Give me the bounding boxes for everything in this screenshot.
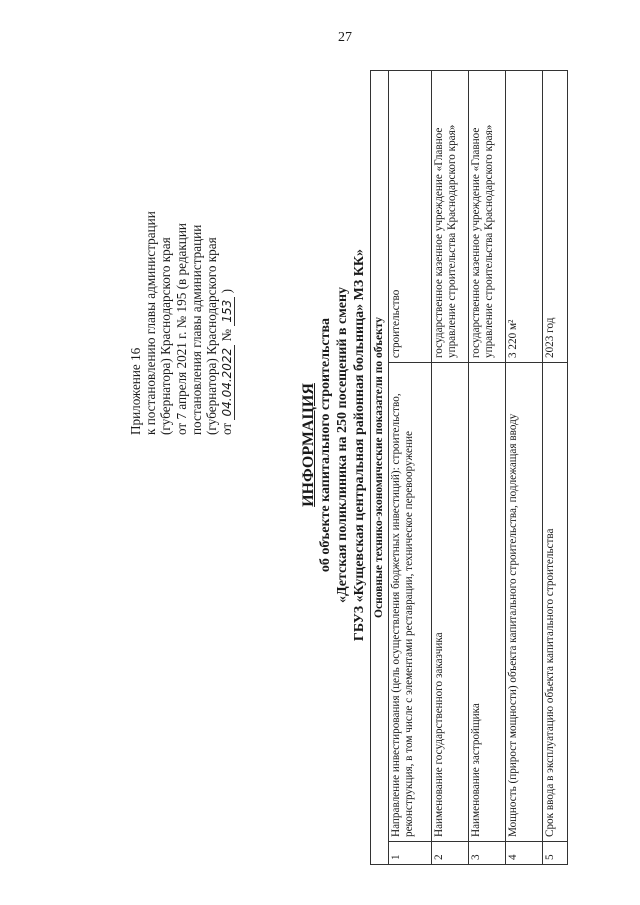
appendix-line: (губернатора) Краснодарского края (158, 237, 174, 435)
title-heading: ИНФОРМАЦИЯ (300, 383, 317, 507)
page-number: 27 (338, 30, 352, 45)
table-row (432, 71, 469, 865)
closing-paren: ) (219, 289, 235, 294)
date-prefix: от (219, 422, 235, 435)
table-row (389, 71, 432, 865)
handwritten-number: 153 (220, 297, 235, 326)
title-line-1: об объекте капитального строительства (318, 317, 333, 573)
table-header-row (371, 71, 389, 865)
title-line-3: ГБУЗ «Кущевская центральная районная больница» МЗ КК» (352, 248, 367, 642)
row-parameter: Наименование застройщика (469, 363, 506, 842)
table-row (469, 71, 506, 865)
indicators-table (370, 70, 568, 865)
row-parameter: Срок ввода в эксплуатацию объекта капитального строительства (543, 363, 568, 842)
handwritten-date: 04.04.2022 (220, 345, 235, 420)
row-number: 5 (543, 842, 568, 865)
row-parameter: Мощность (прирост мощности) объекта капитального строительства, подлежащая вводу (506, 363, 543, 842)
document-title (300, 135, 368, 755)
appendix-line: постановления главы администрации (188, 224, 204, 435)
number-prefix: № (219, 328, 235, 342)
appendix-line: от 7 апреля 2021 г. № 195 (в редакции (173, 223, 189, 435)
row-value: 3 220 м² (506, 71, 543, 363)
row-value: государственное казенное учреждение «Главное управление строительства Краснодарского края» (469, 71, 506, 363)
row-parameter: Наименование государственного заказчика (432, 363, 469, 842)
row-number: 1 (389, 842, 432, 865)
title-line-2: «Детская поликлиника на 250 посещений в смену (335, 286, 350, 604)
appendix-line: (губернатора) Краснодарского края (204, 237, 220, 435)
appendix-date-line (219, 95, 235, 435)
table-row (543, 71, 568, 865)
row-value: строительство (389, 71, 432, 363)
appendix-line: к постановлению главы администрации (143, 211, 159, 435)
row-value: 2023 год (543, 71, 568, 363)
appendix-block (128, 95, 235, 435)
row-number: 4 (506, 842, 543, 865)
row-number: 2 (432, 842, 469, 865)
appendix-line: Приложение 16 (128, 347, 143, 435)
table-row (506, 71, 543, 865)
table-header: Основные технико-экономические показатели по объекту (371, 71, 389, 865)
row-parameter: Направление инвестирования (цель осуществления бюджетных инвестиций): строительство, реконструкция, в том числе с элементами реставрации, техническое перевооружение (389, 363, 432, 842)
row-value: государственное казенное учреждение «Главное управление строительства Краснодарского края» (432, 71, 469, 363)
row-number: 3 (469, 842, 506, 865)
